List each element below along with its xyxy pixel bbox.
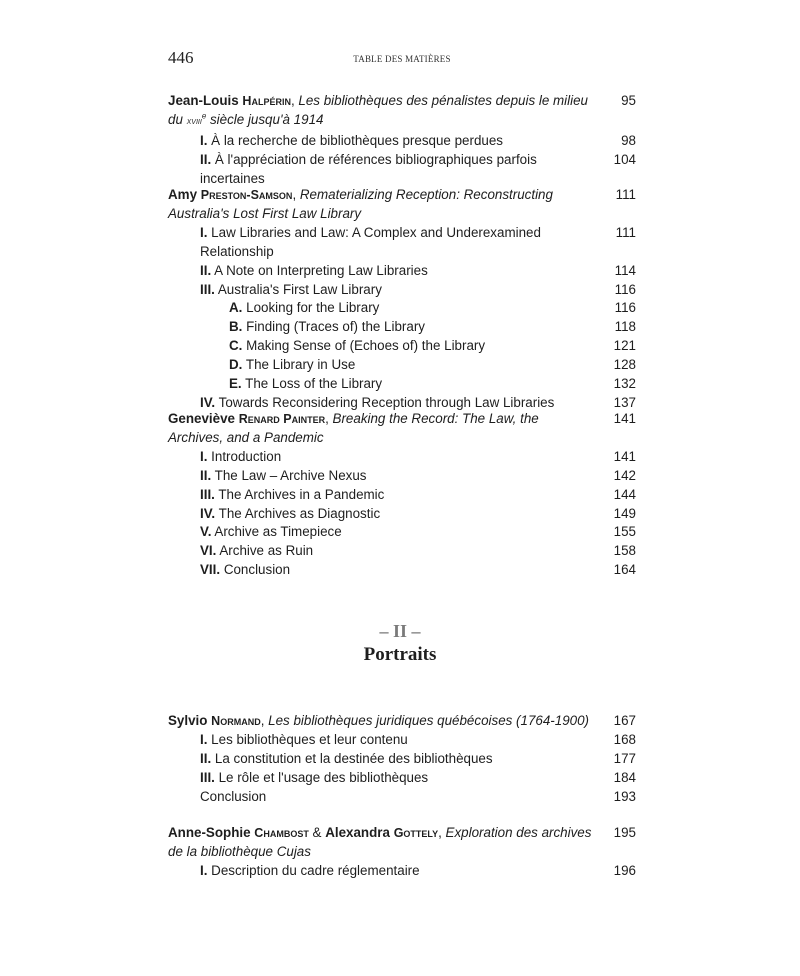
toc-section-entry[interactable]: V. Archive as Timepiece 155	[168, 523, 636, 542]
toc-article-entry[interactable]: Amy Preston-Samson, Rematerializing Reception: Reconstructing Australia's Lost First Law Library 111	[168, 187, 636, 221]
running-title: TABLE DES MATIÈRES	[353, 54, 451, 64]
toc-section-entry[interactable]: II. À l'appréciation de références bibliographiques parfois incertaines 104	[200, 151, 636, 186]
page-ref: 116	[614, 281, 636, 297]
page-ref: 193	[613, 788, 636, 804]
toc-block-renard-painter	[168, 410, 636, 580]
toc-section-entry[interactable]: IV. The Archives as Diagnostic 149	[168, 505, 636, 524]
page-ref: 116	[614, 300, 636, 316]
toc-article-entry[interactable]: Anne-Sophie Chambost & Alexandra Gottely, Exploration des archives de la bibliothèque Cujas 195	[168, 825, 636, 859]
article-author-2: Alexandra Gottely	[325, 825, 439, 840]
page-ref: 118	[614, 319, 636, 335]
page-ref: 111	[615, 187, 636, 202]
toc-section-entry[interactable]: I. Description du cadre réglementaire 196	[168, 862, 636, 881]
toc-section-entry[interactable]: IV. Towards Reconsidering Reception through Law Libraries 137	[168, 394, 636, 413]
toc-subsection-entry[interactable]: E. The Loss of the Library 132	[168, 375, 636, 394]
part-number: – II –	[379, 621, 421, 641]
article-title: Breaking the Record: The Law, the Archives, and a Pandemic	[168, 411, 539, 445]
page-ref: 168	[613, 731, 636, 747]
article-title: Les bibliothèques des pénalistes depuis le milieu du xviii$^e$ siècle jusqu'à 1914	[168, 93, 588, 127]
toc-section-entry[interactable]: II. A Note on Interpreting Law Libraries 114	[168, 262, 636, 281]
page-ref: 177	[613, 750, 636, 766]
page-number: 446	[168, 48, 194, 67]
toc-section-entry[interactable]: III. Le rôle et l'usage des bibliothèques 184	[168, 769, 636, 788]
page-ref: 195	[613, 825, 636, 840]
page-ref: 104	[613, 151, 636, 167]
page-ref: 128	[613, 357, 636, 373]
toc-subsection-entry[interactable]: D. The Library in Use 128	[168, 356, 636, 375]
page-ref: 95	[621, 93, 636, 108]
page-ref: 184	[613, 769, 636, 785]
part-heading	[0, 620, 800, 668]
toc-section-entry[interactable]: II. The Law – Archive Nexus 142	[168, 467, 636, 486]
page-ref: 141	[613, 448, 636, 464]
article-author: Geneviève Renard Painter	[168, 411, 326, 426]
page-ref: 121	[613, 338, 636, 354]
toc-section-entry[interactable]: VI. Archive as Ruin 158	[168, 542, 636, 561]
part-title: Portraits	[363, 644, 437, 665]
article-author: Anne-Sophie Chambost	[168, 825, 309, 840]
article-author: Amy Preston-Samson	[168, 187, 293, 202]
toc-section-entry[interactable]: II. La constitution et la destinée des bibliothèques 177	[168, 750, 636, 769]
toc-section-entry[interactable]: I. Les bibliothèques et leur contenu 168	[168, 731, 636, 750]
toc-section-entry[interactable]: III. Australia's First Law Library 116	[168, 281, 636, 300]
page-ref: 114	[614, 262, 636, 278]
article-author: Jean-Louis Halpérin	[168, 93, 291, 108]
page-ref: 111	[615, 224, 636, 240]
toc-block-chambost-gottely	[168, 824, 636, 881]
toc-section-entry[interactable]: I. Introduction 141	[168, 448, 636, 467]
page-ref: 137	[613, 394, 636, 410]
toc-section-entry[interactable]: I. Law Libraries and Law: A Complex and Underexamined Relationship 111	[200, 224, 636, 259]
toc-subsection-entry[interactable]: B. Finding (Traces of) the Library 118	[168, 318, 636, 337]
page-ref: 196	[613, 862, 636, 878]
toc-section-entry[interactable]: I. À la recherche de bibliothèques presque perdues 98	[168, 132, 636, 151]
article-title: Exploration des archives de la bibliothèque Cujas	[168, 825, 592, 859]
page-ref: 167	[613, 713, 636, 728]
page-ref: 158	[613, 543, 636, 559]
article-author: Sylvio Normand	[168, 713, 261, 728]
toc-section-entry[interactable]: VII. Conclusion 164	[168, 561, 636, 580]
page-ref: 132	[613, 376, 636, 392]
article-title: Rematerializing Reception: Reconstructing Australia's Lost First Law Library	[168, 187, 553, 221]
page-ref: 164	[613, 562, 636, 578]
toc-article-entry[interactable]: Geneviève Renard Painter, Breaking the Record: The Law, the Archives, and a Pandemic 141	[168, 411, 636, 445]
toc-article-entry[interactable]: Sylvio Normand, Les bibliothèques juridiques québécoises (1764-1900) 167	[168, 712, 636, 731]
toc-subsection-entry[interactable]: C. Making Sense of (Echoes of) the Library 121	[168, 337, 636, 356]
toc-article-entry[interactable]: Jean-Louis Halpérin, Les bibliothèques des pénalistes depuis le milieu du xviii$^e$ siècle jusqu'à 1914 95	[168, 93, 636, 127]
page-ref: 142	[613, 467, 636, 483]
toc-subsection-entry[interactable]: A. Looking for the Library 116	[168, 299, 636, 318]
page-header	[168, 48, 636, 72]
toc-section-entry[interactable]: Conclusion 193	[168, 788, 636, 807]
toc-block-normand	[168, 712, 636, 807]
page-ref: 149	[613, 505, 636, 521]
page-ref: 155	[613, 524, 636, 540]
toc-block-preston-samson	[168, 186, 636, 413]
page-ref: 98	[621, 132, 636, 148]
toc-block-halperin	[168, 92, 636, 189]
page-ref: 144	[613, 486, 636, 502]
toc-section-entry[interactable]: III. The Archives in a Pandemic 144	[168, 486, 636, 505]
page-ref: 141	[613, 411, 636, 426]
article-title: Les bibliothèques juridiques québécoises (1764-1900)	[268, 713, 590, 728]
